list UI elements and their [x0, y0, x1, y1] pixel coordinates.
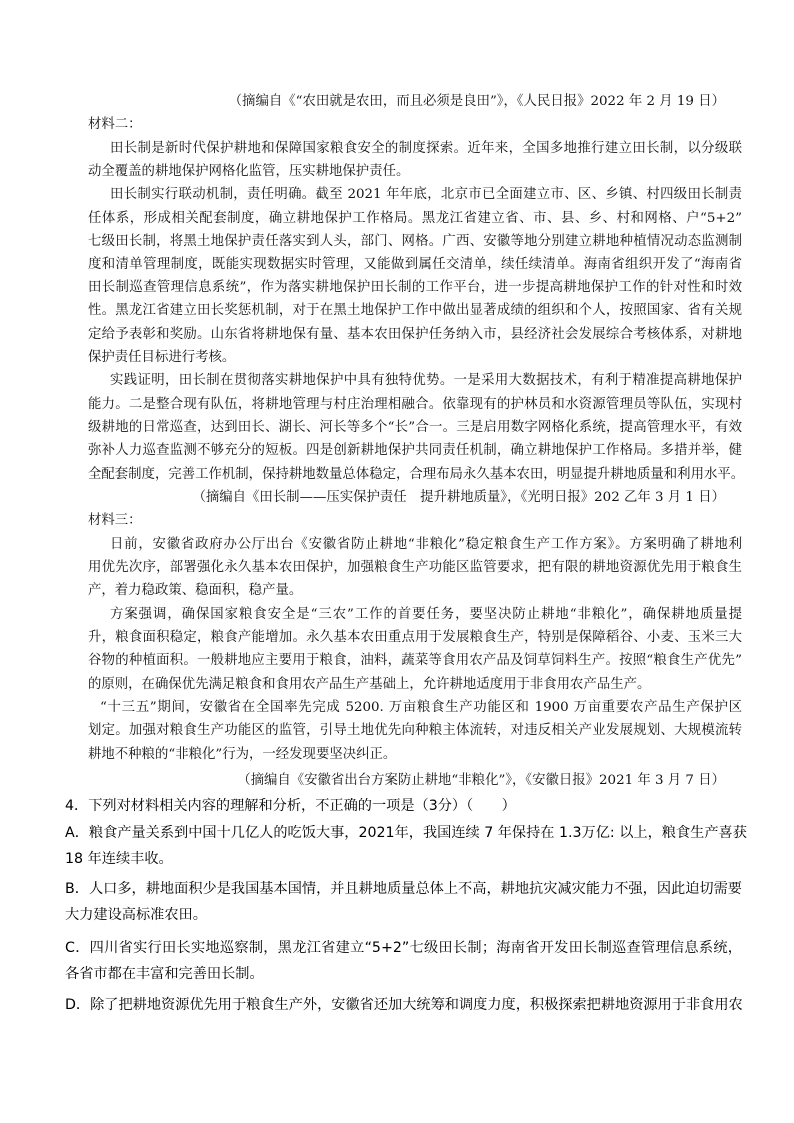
paragraph-line: 产，着力稳政策、稳面积，稳产量。 [88, 583, 303, 598]
paragraph-line: 方案强调，确保国家粮食安全是“三农”工作的首要任务，要坚决防止耕地“非粮化”，确保耕地质量提 [110, 607, 742, 622]
material-2-heading: 材料二： [88, 117, 142, 132]
paragraph-line: 耕地不种粮的“非粮化”行为，一经发现要坚决纠正。 [88, 747, 397, 762]
citation-material-1: （摘编自《“农田就是农田，而且必须是良田”》，《人民日报》2022 年 2 月 19 日） [228, 94, 725, 109]
paragraph-line: 能力。二是整合现有队伍，将耕地管理与村庄治理相融合。依靠现有的护林员和水资源管理员等队伍，实现村 [88, 397, 742, 412]
paragraph-line: 的原则，在确保优先满足粮食和食用农产品生产基础上，允许耕地适度用于非食用农产品生产。 [88, 677, 651, 692]
question-stem: 4．下列对材料相关内容的理解和分析，不正确的一项是（3分）（ ） [65, 798, 516, 814]
citation-material-2: （摘编自《田长制——压实保护责任 提升耕地质量》，《光明日报》202 乙年 3 月 1 日） [192, 490, 725, 505]
option-c-continued: 各省市都在丰富和完善田长制。 [65, 966, 264, 982]
paragraph-line: 划定。加强对粮食生产功能区的监管，引导土地优先向种粮主体流转，对违反相关产业发展规划、大规模流转 [88, 723, 742, 738]
paragraph-line: 日前，安徽省政府办公厅出台《安徽省防止耕地“非粮化”稳定粮食生产工作方案》。方案明确了耕地利 [110, 537, 742, 552]
paragraph-line: 七级田长制，将黑土地保护责任落实到人头，部门、网格。广西、安徽等地分别建立耕地种植情况动态监测制 [88, 234, 742, 249]
paragraph-line: 弥补人力巡查监测不够充分的短板。四是创新耕地保护共同责任机制，确立耕地保护工作格局。多措并举，健 [88, 443, 742, 458]
option-c: C．四川省实行田长实地巡察制，黑龙江省建立“5+2”七级田长制；海南省开发田长制巡查管理信息系统， [65, 940, 742, 956]
paragraph-line: 度和清单管理制度，既能实现数据实时管理，又能做到属任交清单，续任续清单。海南省组织开发了“海南省 [88, 257, 742, 272]
citation-material-3: （摘编自《安徽省出台方案防止耕地“非粮化”》，《安徽日报》2021 年 3 月 7 日） [237, 773, 725, 788]
paragraph-line: 升，粮食面积稳定，粮食产能增加。永久基本农田重点用于发展粮食生产，特别是保障稻谷、小麦、玉米三大 [88, 630, 742, 645]
material-3-heading: 材料三： [88, 513, 142, 528]
paragraph-line: 谷物的种植面积。一般耕地应主要用于粮食，油料，蔬菜等食用农产品及饲草饲料生产。按照“粮食生产优先” [88, 653, 742, 668]
option-b-continued: 大力建设高标准农田。 [65, 907, 207, 923]
paragraph-line: 任体系，形成相关配套制度，确立耕地保护工作格局。黑龙江省建立省、市、县、乡、村和网格、户“5+2” [88, 211, 742, 226]
paragraph-line: 性。黑龙江省建立田长奖惩机制，对于在黑土地保护工作中做出显著成绩的组织和个人，按照国家、省有关规 [88, 303, 742, 318]
option-a: A．粮食产量关系到中国十几亿人的吃饭大事，2021年，我国连续 7 年保持在 1.3万亿: 以上，粮食生产喜获 [65, 825, 747, 841]
paragraph-line: “十三五”期间，安徽省在全国率先完成 5200. 万亩粮食生产功能区和 1900 万亩重要农产品生产保护区 [100, 700, 742, 715]
paragraph-line: 用优先次序，部署强化永久基本农田保护，加强粮食生产功能区监管要求，把有限的耕地资源优先用于粮食生 [88, 560, 742, 575]
paragraph-line: 田长制实行联动机制，责任明确。截至 2021 年年底，北京市已全面建立市、区、乡镇、村四级田长制责 [110, 187, 742, 202]
paragraph-line: 全配套制度，完善工作机制，保持耕地数量总体稳定，合理布局永久基本农田，明显提升耕地质量和利用水平。 [88, 467, 745, 482]
paragraph-line: 田长制巡查管理信息系统”，作为落实耕地保护田长制的工作平台，进一步提高耕地保护工作的针对性和时效 [88, 280, 742, 295]
option-a-continued: 18 年连续丰收。 [65, 851, 173, 867]
paragraph-line: 实践证明，田长制在贯彻落实耕地保护中具有独特优势。一是采用大数据技术，有利于精准提高耕地保护 [110, 373, 742, 388]
paragraph-line: 定给予表彰和奖励。山东省将耕地保有量、基本农田保护任务纳入市，县经济社会发展综合考核体系，对耕地 [88, 327, 742, 342]
paragraph-line: 动全覆盖的耕地保护网格化监管，压实耕地保护责任。 [88, 164, 410, 179]
paragraph-line: 田长制是新时代保护耕地和保障国家粮食安全的制度探索。近年来，全国多地推行建立田长制，以分级联 [110, 141, 742, 156]
paragraph-line: 级耕地的日常巡查，达到田长、湖长、河长等多个“长”合一。三是启用数字网格化系统，提高管理水平，有效 [88, 420, 742, 435]
option-d: D．除了把耕地资源优先用于粮食生产外，安徽省还加大统筹和调度力度，积极探索把耕地资源用于非食用农 [65, 997, 743, 1013]
option-b: B．人口多，耕地面积少是我国基本国情，并且耕地质量总体上不高，耕地抗灾减灾能力不强，因此迫切需要 [65, 881, 742, 897]
paragraph-line: 保护责任目标进行考核。 [88, 350, 236, 365]
